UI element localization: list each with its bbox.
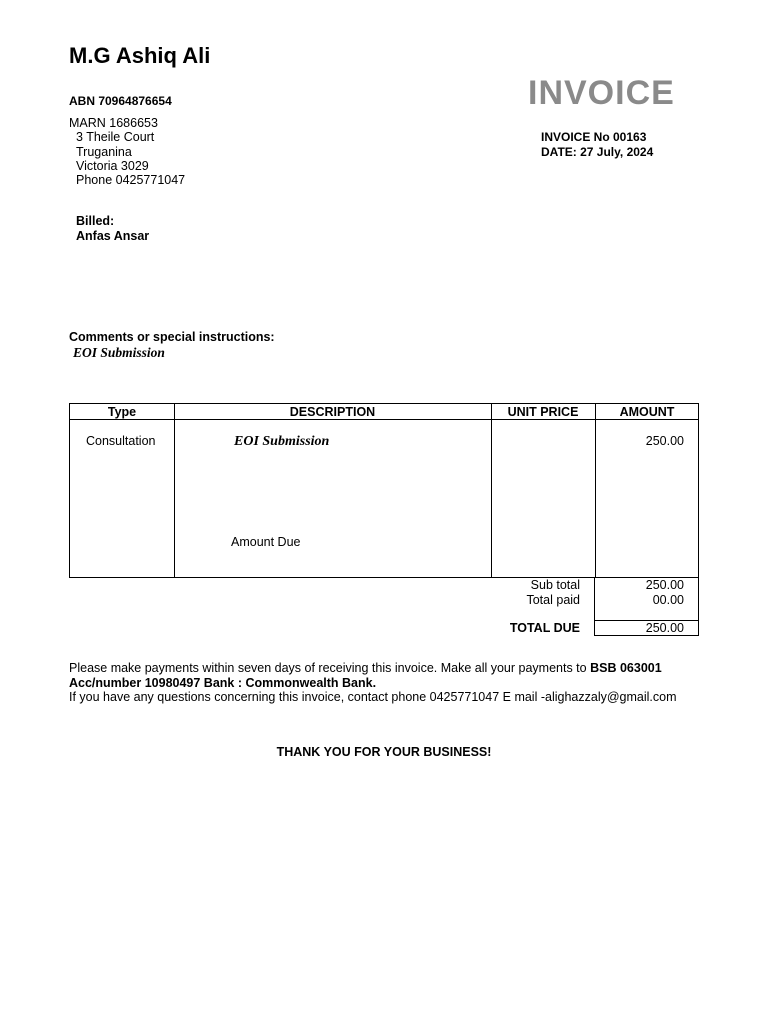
column-divider xyxy=(595,404,596,577)
payment-account: Acc/number 10980497 Bank : Commonwealth Bank. xyxy=(69,675,377,690)
payment-instructions xyxy=(69,661,709,705)
row-type: Consultation xyxy=(86,434,156,448)
invoice-number: INVOICE No 00163 xyxy=(541,130,647,144)
row-description: EOI Submission xyxy=(234,434,330,449)
seller-name: M.G Ashiq Ali xyxy=(69,43,211,68)
invoice-table xyxy=(69,403,699,578)
header-amount: AMOUNT xyxy=(619,405,675,419)
billed-label: Billed: xyxy=(76,214,115,228)
seller-phone: Phone 0425771047 xyxy=(76,173,186,188)
row-amount: 250.00 xyxy=(645,434,684,448)
header-unit-price: UNIT PRICE xyxy=(507,405,579,419)
invoice-date: DATE: 27 July, 2024 xyxy=(541,144,654,159)
address-line: Victoria 3029 xyxy=(76,158,149,173)
total-paid-value: 00.00 xyxy=(652,593,684,607)
subtotal-value: 250.00 xyxy=(645,578,684,592)
address-line: Truganina xyxy=(76,144,132,159)
seller-address xyxy=(69,116,185,187)
billed-section xyxy=(76,214,149,243)
payment-text: Please make payments within seven days of receiving this invoice. Make all your payments to xyxy=(69,661,591,675)
table-header-divider xyxy=(70,419,698,420)
invoice-title: INVOICE xyxy=(528,74,675,112)
column-divider xyxy=(491,404,492,577)
total-due-label: TOTAL DUE xyxy=(509,621,580,635)
address-line: 3 Theile Court xyxy=(76,130,155,145)
total-paid-label: Total paid xyxy=(526,593,580,607)
comments-text: EOI Submission xyxy=(73,345,165,360)
seller-abn: ABN 70964876654 xyxy=(69,94,172,108)
header-type: Type xyxy=(107,405,137,419)
thank-you-message: THANK YOU FOR YOUR BUSINESS! xyxy=(276,745,492,759)
subtotal-label: Sub total xyxy=(530,578,580,592)
total-due-value: 250.00 xyxy=(645,621,684,635)
payment-contact: If you have any questions concerning this invoice, contact phone 0425771047 E mail -alighazzaly@gmail.com xyxy=(69,690,677,704)
seller-marn: MARN 1686653 xyxy=(69,116,158,130)
payment-line-1 xyxy=(69,661,709,676)
header-description: DESCRIPTION xyxy=(289,405,376,419)
amount-due-label: Amount Due xyxy=(231,535,301,549)
column-divider xyxy=(174,404,175,577)
invoice-meta xyxy=(541,130,653,159)
payment-bsb: BSB 063001 xyxy=(590,661,662,675)
comments-label: Comments or special instructions: xyxy=(69,330,275,344)
billed-name: Anfas Ansar xyxy=(76,228,150,243)
